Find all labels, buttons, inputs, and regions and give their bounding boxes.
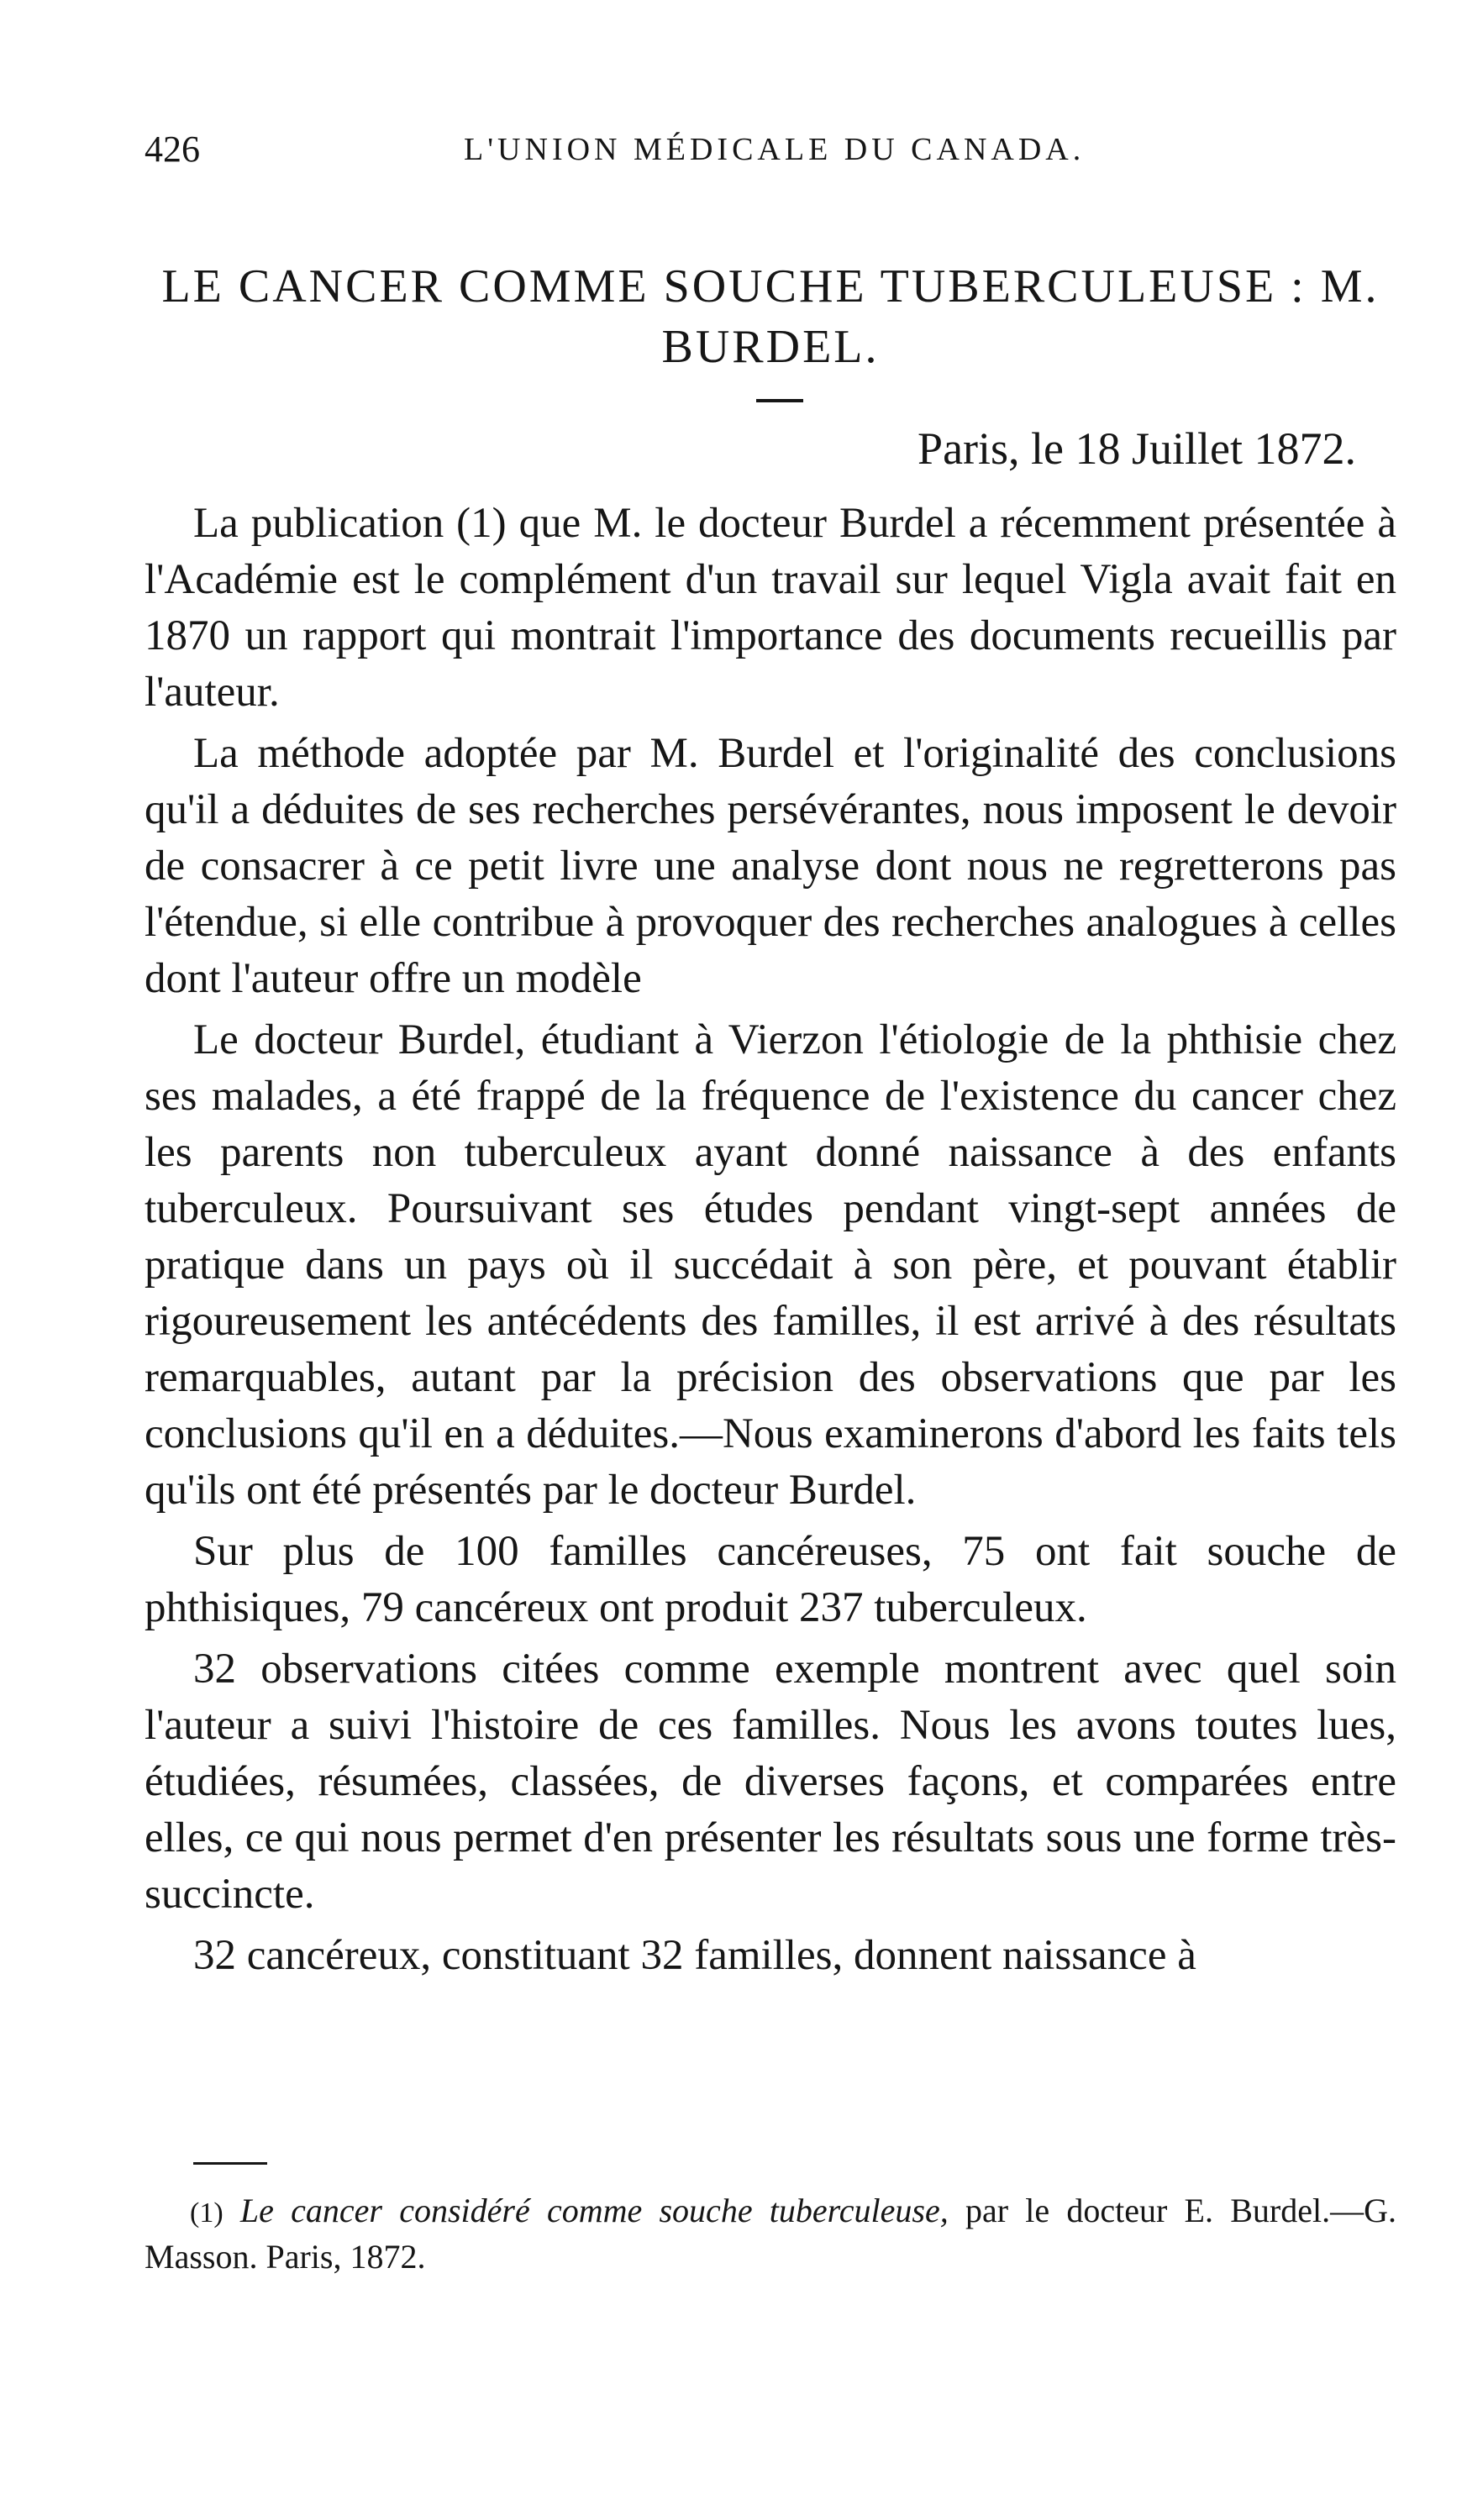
- article-body: [145, 496, 1396, 1984]
- running-head: [145, 124, 1391, 175]
- footnote-citation: par le docteur E. Burdel.—G. Masson. Paris, 1872.: [145, 2192, 1396, 2276]
- footnote-rule: [193, 2162, 267, 2165]
- page-number: 426: [145, 129, 200, 170]
- paragraph: Sur plus de 100 familles cancéreuses, 75 ont fait souche de phthisiques, 79 cancéreux ont produit 237 tuberculeux.: [145, 1528, 1396, 1631]
- paragraph: 32 cancéreux, constituant 32 familles, donnent naissance à: [193, 1932, 1196, 1979]
- footnote-marker: (1): [190, 2197, 223, 2229]
- footnote: [145, 2189, 1396, 2279]
- paragraph: 32 observations citées comme exemple montrent avec quel soin l'auteur a suivi l'histoire de ces familles. Nous les avons toutes lues, étudiées, résumées, classées, de diverses façons, et comparées entre elles, ce qui nous permet d'en présenter les résultats sous une forme très-succincte.: [145, 1646, 1396, 1918]
- paragraph: La méthode adoptée par M. Burdel et l'originalité des conclusions qu'il a déduites de ses recherches persévérantes, nous imposent le devoir de consacrer à ce petit livre une analyse dont nous ne regretterons pas l'étendue, si elle contribue à provoquer des recherches analogues à celles dont l'auteur offre un modèle: [145, 730, 1396, 1002]
- article-title: LE CANCER COMME SOUCHE TUBERCULEUSE : M. BURDEL.: [161, 260, 1380, 373]
- journal-title: L'UNION MÉDICALE DU CANADA.: [464, 132, 1086, 167]
- dateline: Paris, le 18 Juillet 1872.: [918, 423, 1356, 474]
- title-rule: [756, 399, 803, 402]
- paragraph: La publication (1) que M. le docteur Burdel a récemment présentée à l'Académie est le complément d'un travail sur lequel Vigla avait fait en 1870 un rapport qui montrait l'importance des documents recueillis par l'auteur.: [145, 500, 1396, 716]
- footnote-cited-title: Le cancer considéré comme souche tuberculeuse,: [239, 2192, 949, 2229]
- paragraph: Le docteur Burdel, étudiant à Vierzon l'étiologie de la phthisie chez ses malades, a été frappé de la fréquence de l'existence du cancer chez les parents non tuberculeux ayant donné naissance à des enfants tuberculeux. Poursuivant ses études pendant vingt-sept années de pratique dans un pays où il succédait à son père, et pouvant établir rigoureusement les antécédents des familles, il est arrivé à des résultats remarquables, autant par la précision des observations que par les conclusions qu'il en a déduites.—Nous examinerons d'abord les faits tels qu'ils ont été présentés par le docteur Burdel.: [145, 1016, 1396, 1514]
